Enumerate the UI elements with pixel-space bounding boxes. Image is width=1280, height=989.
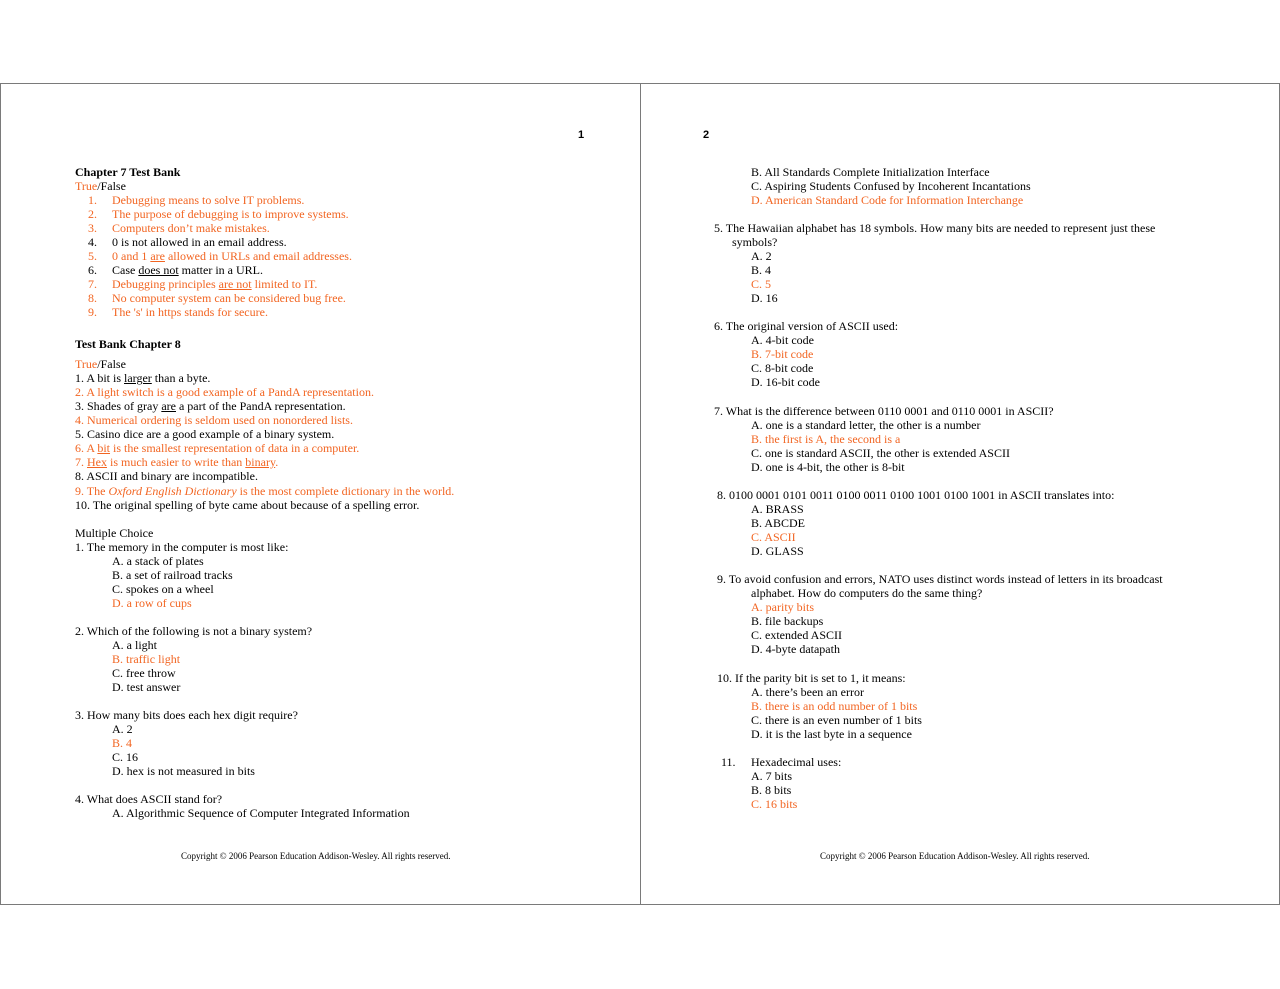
mc-q6-option-c: C. 8-bit code — [751, 361, 814, 375]
mc-q4-option-c: C. Aspiring Students Confused by Incoherent Incantations — [751, 179, 1031, 193]
mc-q2-option-a: A. a light — [112, 638, 157, 652]
ch8-item-9: 9. The Oxford English Dictionary is the most complete dictionary in the world. — [75, 484, 455, 498]
mc-q3-option-c: C. 16 — [112, 750, 139, 764]
mc-q8-option-a: A. BRASS — [751, 502, 804, 516]
chapter8-heading: Test Bank Chapter 8 — [75, 337, 181, 351]
ch7-item-6: 6. Case does not matter in a URL. — [88, 263, 263, 277]
mc-q1-option-a: A. a stack of plates — [112, 554, 204, 568]
ch7-item-3: 3. Computers don’t make mistakes. — [88, 221, 270, 235]
mc-q1-question: 1. The memory in the computer is most like: — [75, 540, 289, 554]
page-1 — [0, 83, 641, 905]
mc-q6-option-a: A. 4-bit code — [751, 333, 814, 347]
mc-q10-option-a: A. there’s been an error — [751, 685, 864, 699]
mc-q1-option-d: D. a row of cups — [112, 596, 192, 610]
mc-q11-option-a: A. 7 bits — [751, 769, 793, 783]
mc-q11-question: Hexadecimal uses: — [751, 755, 842, 769]
ch7-item-5: 5. 0 and 1 are allowed in URLs and email addresses. — [88, 249, 352, 263]
mc-q9-question: 9. To avoid confusion and errors, NATO uses distinct words instead of letters in its broadcast — [717, 572, 1163, 586]
true-false-label: True/False — [75, 357, 126, 371]
ch7-item-4: 4. 0 is not allowed in an email address. — [88, 235, 287, 249]
mc-q5-option-a: A. 2 — [751, 249, 772, 263]
mc-q8-option-c: C. ASCII — [751, 530, 796, 544]
mc-q10-option-d: D. it is the last byte in a sequence — [751, 727, 912, 741]
mc-q11-number: 11. — [721, 755, 736, 769]
mc-q6-question: 6. The original version of ASCII used: — [714, 319, 899, 333]
mc-q4-option-d: D. American Standard Code for Information Interchange — [751, 193, 1024, 207]
mc-q5-option-d: D. 16 — [751, 291, 778, 305]
ch8-item-4: 4. Numerical ordering is seldom used on nonordered lists. — [75, 413, 353, 427]
mc-q3-option-d: D. hex is not measured in bits — [112, 764, 255, 778]
mc-q9-option-c: C. extended ASCII — [751, 628, 842, 642]
mc-q5-question: 5. The Hawaiian alphabet has 18 symbols. How many bits are needed to represent just these — [714, 221, 1156, 235]
mc-q10-option-c: C. there is an even number of 1 bits — [751, 713, 922, 727]
mc-q9-option-b: B. file backups — [751, 614, 824, 628]
mc-q5-question-cont: symbols? — [732, 235, 778, 249]
mc-q8-option-b: B. ABCDE — [751, 516, 806, 530]
mc-q8-option-d: D. GLASS — [751, 544, 804, 558]
mc-q4-option-a: A. Algorithmic Sequence of Computer Integrated Information — [112, 806, 410, 820]
mc-q2-option-c: C. free throw — [112, 666, 176, 680]
ch7-item-2: 2. The purpose of debugging is to improve systems. — [88, 207, 349, 221]
ch7-item-1: 1. Debugging means to solve IT problems. — [88, 193, 305, 207]
mc-q4-question: 4. What does ASCII stand for? — [75, 792, 223, 806]
mc-q1-option-c: C. spokes on a wheel — [112, 582, 214, 596]
ch8-item-7: 7. Hex is much easier to write than binary. — [75, 455, 279, 469]
mc-q10-question: 10. If the parity bit is set to 1, it means: — [717, 671, 906, 685]
mc-q5-option-b: B. 4 — [751, 263, 772, 277]
ch8-item-3: 3. Shades of gray are a part of the PandA representation. — [75, 399, 346, 413]
mc-q3-option-b: B. 4 — [112, 736, 133, 750]
mc-q4-option-b: B. All Standards Complete Initialization Interface — [751, 165, 990, 179]
mc-q3-question: 3. How many bits does each hex digit require? — [75, 708, 298, 722]
ch7-item-9: 9. The 's' in https stands for secure. — [88, 305, 268, 319]
ch8-item-2: 2. A light switch is a good example of a PandA representation. — [75, 385, 374, 399]
copyright-footer: Copyright © 2006 Pearson Education Addison-Wesley. All rights reserved. — [820, 851, 1090, 861]
mc-q1-option-b: B. a set of railroad tracks — [112, 568, 233, 582]
copyright-footer: Copyright © 2006 Pearson Education Addison-Wesley. All rights reserved. — [181, 851, 451, 861]
ch8-item-6: 6. A bit is the smallest representation of data in a computer. — [75, 441, 360, 455]
mc-q5-option-c: C. 5 — [751, 277, 772, 291]
ch7-item-7: 7. Debugging principles are not limited to IT. — [88, 277, 318, 291]
mc-q7-option-a: A. one is a standard letter, the other is a number — [751, 418, 981, 432]
mc-q9-option-a: A. parity bits — [751, 600, 814, 614]
ch8-item-1: 1. A bit is larger than a byte. — [75, 371, 211, 385]
mc-q7-option-d: D. one is 4-bit, the other is 8-bit — [751, 460, 905, 474]
page-number: 2 — [703, 129, 710, 141]
mc-q6-option-b: B. 7-bit code — [751, 347, 814, 361]
page-number: 1 — [578, 129, 585, 141]
mc-q6-option-d: D. 16-bit code — [751, 375, 820, 389]
mc-q7-option-c: C. one is standard ASCII, the other is extended ASCII — [751, 446, 1010, 460]
mc-q11-option-b: B. 8 bits — [751, 783, 792, 797]
page-2 — [640, 83, 1280, 905]
mc-q8-question: 8. 0100 0001 0101 0011 0100 0011 0100 1001 0100 1001 in ASCII translates into: — [717, 488, 1115, 502]
ch8-item-5: 5. Casino dice are a good example of a binary system. — [75, 427, 335, 441]
mc-q7-question: 7. What is the difference between 0110 0001 and 0110 0001 in ASCII? — [714, 404, 1054, 418]
mc-q11-option-c: C. 16 bits — [751, 797, 798, 811]
true-false-label: True/False — [75, 179, 126, 193]
ch8-item-10: 10. The original spelling of byte came about because of a spelling error. — [75, 498, 420, 512]
mc-q9-question-cont: alphabet. How do computers do the same thing? — [751, 586, 983, 600]
mc-q3-option-a: A. 2 — [112, 722, 133, 736]
ch7-item-8: 8. No computer system can be considered bug free. — [88, 291, 346, 305]
mc-q2-option-b: B. traffic light — [112, 652, 181, 666]
mc-q7-option-b: B. the first is A, the second is a — [751, 432, 901, 446]
mc-q9-option-d: D. 4-byte datapath — [751, 642, 840, 656]
chapter7-heading: Chapter 7 Test Bank — [75, 165, 181, 179]
mc-q10-option-b: B. there is an odd number of 1 bits — [751, 699, 918, 713]
multiple-choice-heading: Multiple Choice — [75, 526, 154, 540]
mc-q2-question: 2. Which of the following is not a binary system? — [75, 624, 313, 638]
ch8-item-8: 8. ASCII and binary are incompatible. — [75, 469, 258, 483]
mc-q2-option-d: D. test answer — [112, 680, 181, 694]
